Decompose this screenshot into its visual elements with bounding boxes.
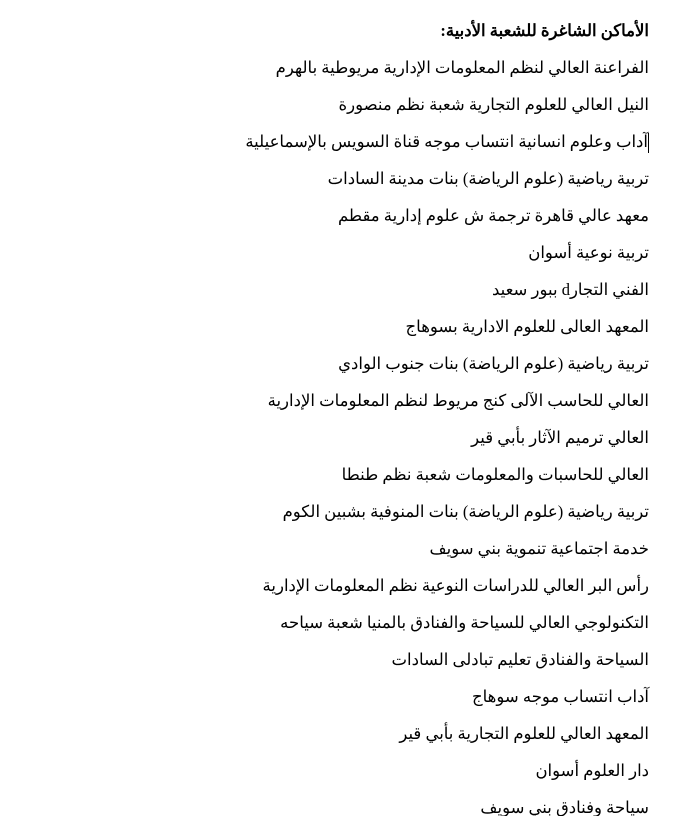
list-item: تربية رياضية (علوم الرياضة) بنات جنوب الوادي: [338, 354, 649, 373]
list-item: تربية رياضية (علوم الرياضة) بنات مدينة السادات: [327, 169, 649, 188]
list-item: المعهد العالى للعلوم الادارية بسوهاج: [405, 317, 649, 336]
section-heading: الأماكن الشاغرة للشعبة الأدبية:: [440, 21, 649, 40]
document-body[interactable]: [89, 12, 649, 816]
list-item: معهد عالي قاهرة ترجمة ش علوم إدارية مقطم: [337, 206, 649, 225]
list-item: خدمة اجتماعية تنموية بني سويف: [429, 539, 649, 558]
list-item: تربية رياضية (علوم الرياضة) بنات المنوفية بشبين الكوم: [282, 502, 649, 521]
list-item: السياحة والفنادق تعليم تبادلى السادات: [391, 650, 649, 669]
list-item: التكنولوجي العالي للسياحة والفنادق بالمنيا شعبة سياحه: [280, 613, 649, 632]
list-item: الفني التجارd ببور سعيد: [491, 280, 649, 299]
list-item-with-cursor[interactable]: [89, 123, 649, 160]
list-item: العالي للحاسبات والمعلومات شعبة نظم طنطا: [341, 465, 649, 484]
list-item: المعهد العالي للعلوم التجارية بأبي قير: [399, 724, 649, 743]
list-item-text: آداب وعلوم انسانية انتساب موجه قناة السويس بالإسماعيلية: [245, 132, 648, 151]
list-item: رأس البر العالي للدراسات النوعية نظم المعلومات الإدارية: [262, 576, 649, 595]
list-item: دار العلوم أسوان: [535, 761, 649, 780]
list-item: الفراعنة العالي لنظم المعلومات الإدارية مريوطية بالهرم: [275, 58, 649, 77]
list-item: النيل العالي للعلوم التجارية شعبة نظم منصورة: [338, 95, 649, 114]
text-cursor: [648, 133, 649, 153]
list-item: العالي ترميم الآثار بأبي قير: [471, 428, 649, 447]
list-item: سياحة وفنادق بني سويف: [480, 798, 649, 816]
list-item: تربية نوعية أسوان: [528, 243, 649, 262]
list-item: العالي للحاسب الآلى كنج مريوط لنظم المعلومات الإدارية: [267, 391, 649, 410]
list-item: آداب انتساب موجه سوهاج: [472, 687, 649, 706]
